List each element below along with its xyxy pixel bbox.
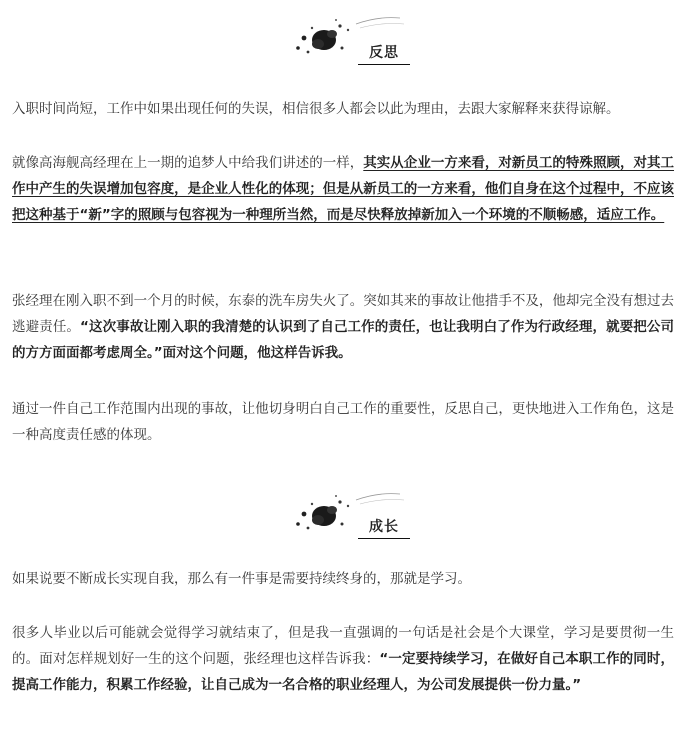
paragraph — [12, 288, 674, 366]
quote-text: “一定要持续学习，在做好自己本职工作的同时，提高工作能力，积累工作经验，让自己成为一名合格的职业经理人，为公司发展提供一份力量。” — [12, 651, 675, 693]
section-title-underline — [358, 64, 410, 65]
paragraph-text: 入职时间尚短，工作中如果出现任何的失误，相信很多人都会以此为理由，去跟大家解释来获得谅解。 — [12, 101, 620, 117]
paragraph — [12, 150, 674, 228]
section-header-growth — [0, 484, 684, 544]
section-title-underline — [358, 538, 410, 539]
paragraph-text: 如果说要不断成长实现自我，那么有一件事是需要持续终身的，那就是学习。 — [12, 571, 471, 587]
paragraph-text: 很多人毕业以后可能就会觉得学习就结束了，但是我一直强调的一句话是社会是个大课堂，学习是要贯彻一生的。面对怎样规划好一生的这个问题，张经理也这样告诉我： — [12, 625, 674, 667]
paragraph-text: 张经理在刚入职不到一个月的时候，东泰的洗车房失火了。突如其来的事故让他措手不及，他却完全没有想过去逃避责任。 — [12, 293, 674, 335]
paragraph-text: 就像高海舰高经理在上一期的追梦人中给我们讲述的一样， — [12, 155, 364, 171]
highlighted-text: 其实从企业一方来看，对新员工的特殊照顾，对其工作中产生的失误增加包容度，是企业人性化的体现；但是从新员工的一方来看，他们自身在这个过程中，不应该把这种基于“新”字的照顾与包容视为一种理所当然，而是尽快释放掉新加入一个环境的不顺畅感，适应工作。 — [12, 155, 675, 223]
section-title: 反思 — [369, 45, 399, 61]
section-header-reflection — [0, 8, 684, 68]
section-title: 成长 — [369, 519, 399, 535]
paragraph — [12, 566, 674, 592]
paragraph — [12, 396, 674, 448]
paragraph — [12, 620, 674, 698]
quote-text: “这次事故让刚入职的我清楚的认识到了自己工作的责任，也让我明白了作为行政经理，就要把公司的方方面面都考虑周全。”面对这个问题，他这样告诉我。 — [12, 319, 675, 361]
paragraph-text: 通过一件自己工作范围内出现的事故，让他切身明白自己工作的重要性，反思自己，更快地进入工作角色，这是一种高度责任感的体现。 — [12, 401, 674, 443]
paragraph — [12, 96, 674, 122]
